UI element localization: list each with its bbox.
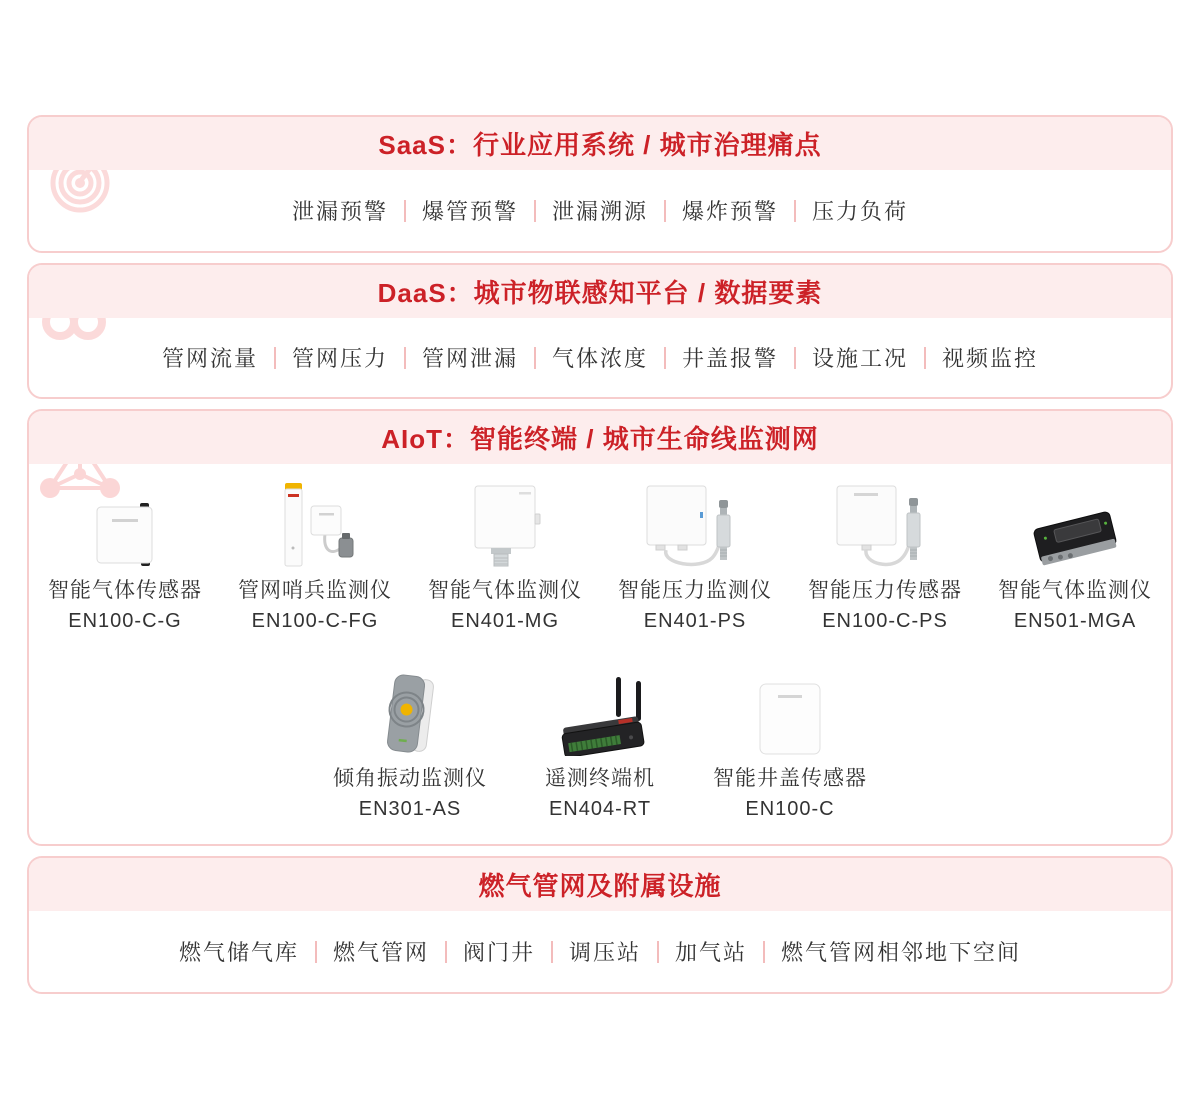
product-name: 倾角振动监测仪 (333, 767, 487, 790)
product-name: 智能井盖传感器 (713, 767, 867, 790)
saas-item: 爆管预警 (421, 199, 518, 224)
product-model: EN301-AS (358, 798, 462, 820)
gas-header (29, 858, 1171, 911)
product-model: EN100-C-PS (822, 610, 948, 632)
daas-item: 气体浓度 (551, 346, 648, 371)
gas-item: 阀门井 (462, 940, 535, 965)
item-divider (404, 347, 406, 369)
device-en404-rt-image (546, 672, 654, 756)
item-divider (664, 200, 666, 222)
product-name: 智能气体监测仪 (428, 579, 582, 602)
saas-item: 泄漏溯源 (551, 199, 648, 224)
daas-title: DaaS：城市物联感知平台 / 数据要素 (377, 278, 823, 308)
device-en301-as-image (373, 672, 447, 756)
daas-header (29, 265, 1171, 318)
product-name: 智能气体监测仪 (998, 579, 1152, 602)
item-divider (664, 347, 666, 369)
product-en100-c-fg (220, 480, 410, 634)
saas-item-row (292, 195, 908, 226)
gas-item: 调压站 (569, 940, 642, 965)
daas-body (29, 318, 1171, 397)
product-model: EN100-C-G (68, 610, 182, 632)
gas-body (29, 911, 1171, 992)
product-en404-rt (505, 672, 695, 822)
product-model: EN401-MG (450, 610, 560, 632)
product-name: 智能压力监测仪 (618, 579, 772, 602)
aiot-products-row-1 (30, 480, 1170, 634)
daas-item: 井盖报警 (682, 346, 779, 371)
device-en401-ps-image (642, 480, 748, 568)
item-divider (657, 941, 659, 963)
item-divider (551, 941, 553, 963)
product-en401-ps (600, 480, 790, 634)
saas-header (29, 117, 1171, 170)
saas-title: SaaS：行业应用系统 / 城市治理痛点 (378, 130, 822, 160)
daas-item: 设施工况 (812, 346, 909, 371)
item-divider (924, 347, 926, 369)
item-divider (794, 200, 796, 222)
section-aiot (27, 409, 1173, 846)
item-divider (404, 200, 406, 222)
daas-item: 视频监控 (942, 346, 1039, 371)
section-stack (27, 115, 1173, 994)
product-model: EN100-C (745, 798, 835, 820)
product-name: 遥测终端机 (545, 767, 655, 790)
product-model: EN401-PS (643, 610, 747, 632)
device-en501-mga-image (1016, 480, 1134, 568)
item-divider (315, 941, 317, 963)
gas-item: 燃气管网 (332, 940, 429, 965)
daas-item: 管网压力 (291, 346, 388, 371)
aiot-header (29, 411, 1171, 464)
device-en100-c-ps-image (832, 480, 938, 568)
device-en401-mg-image (463, 480, 547, 568)
item-divider (274, 347, 276, 369)
product-en401-mg (410, 480, 600, 634)
aiot-body (29, 464, 1171, 844)
section-saas (27, 115, 1173, 253)
gas-item: 燃气储气库 (178, 940, 299, 965)
device-en100-c-fg-image (265, 480, 365, 568)
saas-item: 爆炸预警 (682, 199, 779, 224)
item-divider (534, 200, 536, 222)
daas-item: 管网泄漏 (421, 346, 518, 371)
item-divider (445, 941, 447, 963)
product-model: EN501-MGA (1013, 610, 1137, 632)
item-divider (763, 941, 765, 963)
product-model: EN100-C-FG (251, 610, 379, 632)
section-daas (27, 263, 1173, 399)
product-name: 管网哨兵监测仪 (238, 579, 392, 602)
gas-item-row (179, 936, 1021, 967)
item-divider (534, 347, 536, 369)
product-name: 智能压力传感器 (808, 579, 962, 602)
product-name: 智能气体传感器 (48, 579, 202, 602)
product-en100-c-g (30, 480, 220, 634)
aiot-products-row-2 (315, 672, 885, 822)
gas-item: 加气站 (675, 940, 748, 965)
gas-item: 燃气管网相邻地下空间 (781, 940, 1022, 965)
section-gas-network (27, 856, 1173, 994)
product-en100-c (695, 672, 885, 822)
daas-item-row (162, 342, 1038, 373)
aiot-title: AIoT：智能终端 / 城市生命线监测网 (381, 424, 819, 454)
product-en501-mga (980, 480, 1170, 634)
saas-body (29, 170, 1171, 251)
saas-item: 压力负荷 (812, 199, 909, 224)
daas-item: 管网流量 (161, 346, 258, 371)
product-en301-as (315, 672, 505, 822)
gas-title: 燃气管网及附属设施 (478, 871, 722, 901)
device-en100-c-g-image (90, 480, 160, 568)
product-model: EN404-RT (548, 798, 652, 820)
product-en100-c-ps (790, 480, 980, 634)
device-en100-c-image (755, 672, 825, 756)
saas-item: 泄漏预警 (291, 199, 388, 224)
item-divider (794, 347, 796, 369)
